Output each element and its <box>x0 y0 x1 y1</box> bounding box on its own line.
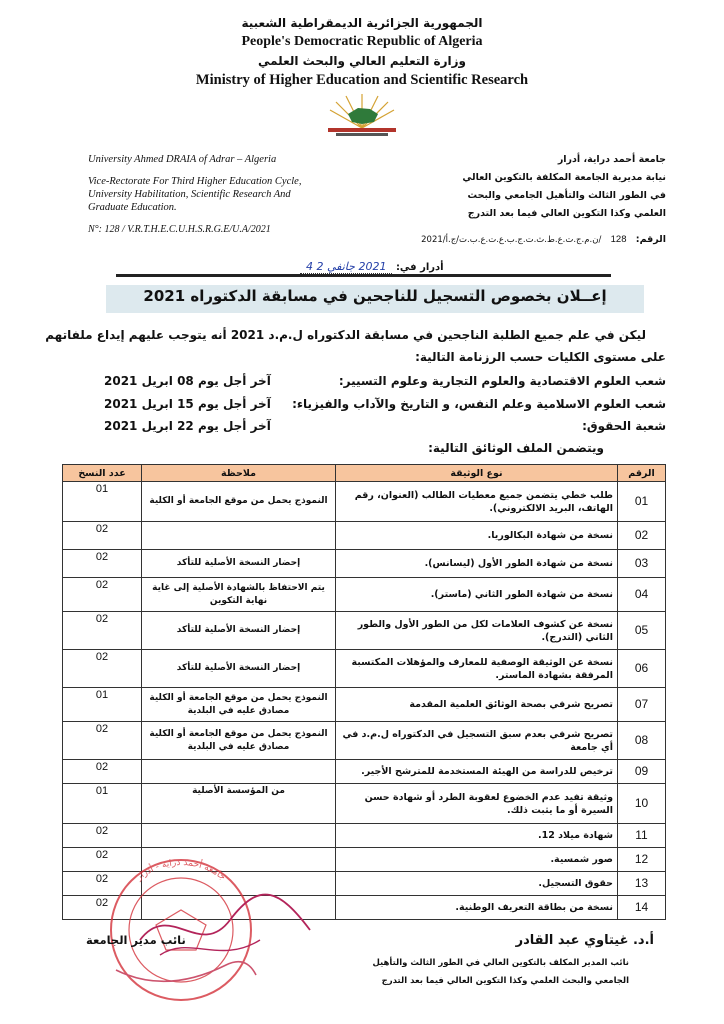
header-number: الرقم <box>618 465 666 482</box>
row-document: حقوق التسجيل. <box>336 872 618 896</box>
reference-english: N°: 128 / V.R.T.H.E.C.U.H.S.R.G.E/U.A/2021 <box>88 224 271 235</box>
row-number: 12 <box>618 848 666 872</box>
row-copies: 02 <box>63 612 142 650</box>
header-document: نوع الوثيقة <box>336 465 618 482</box>
table-row <box>63 578 666 612</box>
row-copies: 02 <box>63 896 142 920</box>
row-document: صور شمسية. <box>336 848 618 872</box>
row-copies: 01 <box>63 482 142 522</box>
university-name-arabic: جامعة أحمد دراية، أدرار <box>557 154 666 165</box>
reference-code: /ن.م.ج.ت.ع.ط.ث.ت.ج.ب.ع.ت.ع.ب.ت/ج.أ/2021 <box>421 235 602 245</box>
header-divider <box>116 274 611 277</box>
row-number: 08 <box>618 722 666 760</box>
schedule-branch-3: شعبة الحقوق: <box>582 419 666 433</box>
row-number: 06 <box>618 650 666 688</box>
row-number: 13 <box>618 872 666 896</box>
table-row <box>63 688 666 722</box>
row-copies: 01 <box>63 784 142 824</box>
table-row <box>63 722 666 760</box>
handwritten-signature <box>130 880 330 970</box>
schedule-deadline-1: آخر أجل يوم 08 ابريل 2021 <box>104 374 271 388</box>
row-note: النموذج يحمل من موقع الجامعة أو الكلية مصادق عليه في البلدية <box>142 722 336 760</box>
row-document: نسخة من شهادة الطور الأول (ليسانس). <box>336 550 618 578</box>
date-label: أدرار في: <box>395 262 444 273</box>
schedule-deadline-3: آخر أجل يوم 22 ابريل 2021 <box>104 419 271 433</box>
row-copies: 02 <box>63 872 142 896</box>
signatory-title: نائب مدير الجامعة <box>86 933 186 947</box>
row-document: وثيقة تفيد عدم الخضوع لعقوبة الطرد أو شهادة حسن السيرة أو ما يثبت ذلك. <box>336 784 618 824</box>
vice-directorate-line-2: في الطور الثالث والتأهيل الجامعي والبحث <box>467 190 666 201</box>
schedule-branch-2: شعب العلوم الاسلامية وعلم النفس، و التاريخ والآداب والفيزياء: <box>292 397 666 411</box>
vice-directorate-line-3: العلمي وكذا التكوين العالي فيما بعد التدرج <box>467 208 666 219</box>
university-name-english: University Ahmed DRAIA of Adrar – Algeria <box>88 154 277 165</box>
row-number: 10 <box>618 784 666 824</box>
table-row <box>63 650 666 688</box>
row-number: 01 <box>618 482 666 522</box>
row-note <box>142 760 336 784</box>
header-note: ملاحظة <box>142 465 336 482</box>
ministry-english: Ministry of Higher Education and Scientific Research <box>195 72 529 88</box>
table-row <box>63 550 666 578</box>
university-logo <box>322 92 402 138</box>
table-row <box>63 760 666 784</box>
row-copies: 01 <box>63 688 142 722</box>
schedule-branch-1: شعب العلوم الاقتصادية والعلوم التجارية وعلوم التسيير: <box>338 374 666 388</box>
signatory-role-line-1: نائب المدير المكلف بالتكوين العالي في الطور الثالث والتأهيل <box>372 958 629 968</box>
row-number: 09 <box>618 760 666 784</box>
vice-rectorate-line-1: Vice-Rectorate For Third Higher Education Cycle, <box>88 176 302 187</box>
vice-directorate-line-1: نيابة مديرية الجامعة المكلفة بالتكوين العالي <box>462 172 666 183</box>
intro-line-1: ليكن في علم جميع الطلبة الناجحين في مسابقة الدكتوراه ل.م.د 2021 أنه يتوجب عليهم إيداع ملفاتهم <box>45 328 646 342</box>
row-number: 02 <box>618 522 666 550</box>
row-note: يتم الاحتفاظ بالشهادة الأصلية إلى غاية نهاية التكوين <box>142 578 336 612</box>
row-copies: 02 <box>63 522 142 550</box>
vice-rectorate-line-3: Graduate Education. <box>88 202 177 213</box>
row-copies: 02 <box>63 578 142 612</box>
row-document: شهادة ميلاد 12. <box>336 824 618 848</box>
table-header-row <box>63 465 666 482</box>
header-copies: عدد النسخ <box>63 465 142 482</box>
row-number: 14 <box>618 896 666 920</box>
table-row <box>63 784 666 824</box>
intro-line-2: على مستوى الكليات حسب الرزنامة التالية: <box>415 350 666 364</box>
row-number: 11 <box>618 824 666 848</box>
row-copies: 02 <box>63 722 142 760</box>
documents-table <box>62 464 666 920</box>
row-note: النموذج يحمل من موقع الجامعة أو الكلية مصادق عليه في البلدية <box>142 688 336 722</box>
row-document: تصريح شرفي بصحة الوثائق العلمية المقدمة <box>336 688 618 722</box>
republic-english: People's Democratic Republic of Algeria <box>241 34 483 49</box>
row-number: 04 <box>618 578 666 612</box>
row-document: نسخة عن كشوف العلامات لكل من الطور الأول والطور الثاني (التدرج). <box>336 612 618 650</box>
row-document: نسخة من شهادة الطور الثاني (ماستر). <box>336 578 618 612</box>
row-number: 03 <box>618 550 666 578</box>
row-copies: 02 <box>63 650 142 688</box>
stamp-text: جامعة أحمد دراية - أدرار <box>134 857 228 883</box>
row-note: إحضار النسخة الأصلية للتأكد <box>142 612 336 650</box>
row-document: نسخة من بطاقة التعريف الوطنية. <box>336 896 618 920</box>
table-row <box>63 522 666 550</box>
row-document: نسخة من شهادة البكالوريا. <box>336 522 618 550</box>
row-document: ترخيص للدراسة من الهيئة المستخدمة للمترشح الأجير. <box>336 760 618 784</box>
republic-arabic: الجمهورية الجزائرية الديمقراطية الشعبية <box>241 16 483 30</box>
signatory-role-line-2: الجامعي والبحث العلمي وكذا التكوين العالي فيما بعد التدرج <box>381 976 629 986</box>
date-value: 2021 جانفي 2 4 <box>300 260 392 274</box>
row-note: النموذج يحمل من موقع الجامعة أو الكلية <box>142 482 336 522</box>
row-copies: 02 <box>63 824 142 848</box>
row-document: تصريح شرفي بعدم سبق التسجيل في الدكتوراه ل.م.د في أي جامعة <box>336 722 618 760</box>
row-note: إحضار النسخة الأصلية للتأكد <box>142 650 336 688</box>
ministry-arabic: وزارة التعليم العالي والبحث العلمي <box>257 54 467 68</box>
row-document: نسخة عن الوثيقة الوصفية للمعارف والمؤهلات المكتسبة المرفقة بشهادة الماستر. <box>336 650 618 688</box>
row-note <box>142 522 336 550</box>
reference-number: 128 <box>610 234 627 245</box>
table-row <box>63 612 666 650</box>
date-line <box>300 260 444 273</box>
schedule-deadline-2: آخر أجل يوم 15 ابريل 2021 <box>104 397 271 411</box>
announcement-title: إعــلان بخصوص التسجيل للناجحين في مسابقة الدكتوراه 2021 <box>143 287 607 305</box>
table-row <box>63 824 666 848</box>
row-number: 05 <box>618 612 666 650</box>
table-row <box>63 482 666 522</box>
reference-label: الرقم: <box>635 234 666 245</box>
row-copies: 02 <box>63 848 142 872</box>
row-document: طلب خطي يتضمن جميع معطيات الطالب (العنوان، رقم الهاتف، البريد الالكتروني). <box>336 482 618 522</box>
documents-intro: ويتضمن الملف الوثائق التالية: <box>428 441 604 455</box>
row-note: من المؤسسة الأصلية <box>142 784 336 824</box>
signatory-name: أ.د. غيتاوي عبد القادر <box>515 933 654 948</box>
row-copies: 02 <box>63 550 142 578</box>
vice-rectorate-line-2: University Habilitation, Scientific Research And <box>88 189 291 200</box>
row-copies: 02 <box>63 760 142 784</box>
row-note: إحضار النسخة الأصلية للتأكد <box>142 550 336 578</box>
reference-arabic <box>421 234 666 245</box>
row-number: 07 <box>618 688 666 722</box>
row-note <box>142 824 336 848</box>
